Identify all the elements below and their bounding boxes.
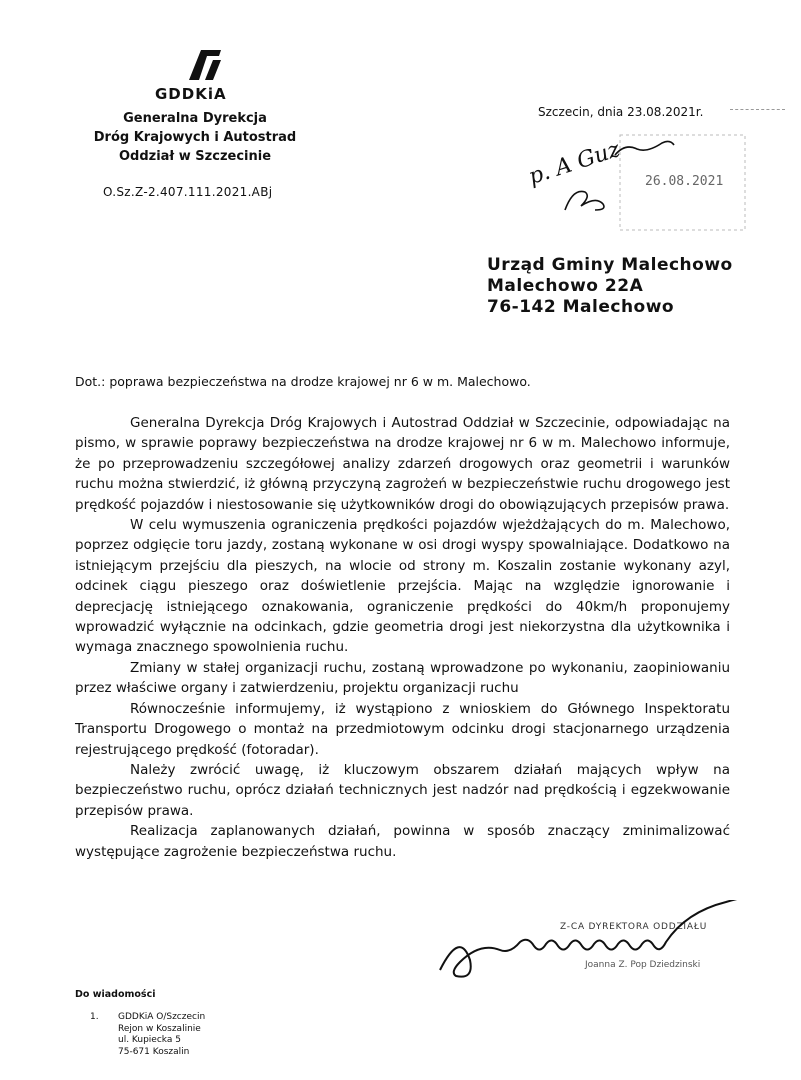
received-stamp xyxy=(520,125,750,235)
date-dotted-line xyxy=(730,109,785,110)
org-line-2: Dróg Krajowych i Autostrad xyxy=(93,130,297,145)
logo-text: GDDKiA xyxy=(155,85,227,103)
subject-line: Dot.: poprawa bezpieczeństwa na drodze krajowej nr 6 w m. Malechowo. xyxy=(75,374,531,389)
cc-line-2: Rejon w Koszalinie xyxy=(118,1023,201,1034)
body-paragraph-2: W celu wymuszenia ograniczenia prędkości pojazdów wjeżdżających do m. Malechowo, poprzez odgięcie toru jazdy, zostaną wykonane w osi drogi wyspy spowalniające. Dodatkowo na istniejącym przejściu dla pieszych, na wlocie od strony m. Koszalin zostanie wykonany azyl, odcinek ciągu pieszego oraz doświetlenie przejścia. Mając na względzie ignorowanie i deprecjację istniejącego oznakowania, ograniczenie prędkości do 40km/h proponujemy wprowadzić wyłącznie na odcinkach, gdzie geometria drogi jest niekorzystna dla użytkownika i wymaga znacznego spowolnienia ruchu. xyxy=(75,517,730,656)
gddkia-logo-icon xyxy=(185,46,225,82)
reference-number: O.Sz.Z-2.407.111.2021.ABj xyxy=(103,185,273,199)
cc-title: Do wiadomości xyxy=(75,989,156,1000)
org-line-1: Generalna Dyrekcja xyxy=(123,111,267,126)
body-paragraph-3: Zmiany w stałej organizacji ruchu, zostaną wprowadzone po wykonaniu, zaopiniowaniu przez właściwe organy i zatwierdzeniu, projektu organizacji ruchu xyxy=(75,659,730,697)
letter-body xyxy=(75,413,730,862)
cc-address xyxy=(118,1012,205,1058)
date-line: Szczecin, dnia 23.08.2021r. xyxy=(538,105,704,119)
cc-line-3: ul. Kupiecka 5 xyxy=(118,1035,181,1045)
recipient-line-2: Malechowo 22A xyxy=(487,276,644,296)
handwritten-signature xyxy=(430,900,790,990)
body-paragraph-5: Należy zwrócić uwagę, iż kluczowym obszarem działań mających wpływ na bezpieczeństwo ruchu, oprócz działań technicznych jest nadzór nad prędkością i egzekwowanie przepisów prawa. xyxy=(75,761,730,819)
cc-line-1: GDDKiA O/Szczecin xyxy=(118,1012,206,1022)
body-paragraph-4: Równocześnie informujemy, iż wystąpiono z wnioskiem do Głównego Inspektoratu Transportu Drogowego o montaż na przedmiotowym odcinku drogi stacjonarnego urządzenia rejestrującego prędkość (fotoradar). xyxy=(75,700,730,758)
stamp-date: 26.08.2021 xyxy=(645,174,724,189)
org-line-3: Oddział w Szczecinie xyxy=(118,149,272,164)
signature-title: Z-CA DYREKTORA ODDZIAŁU xyxy=(560,922,708,932)
body-paragraph-1: Generalna Dyrekcja Dróg Krajowych i Autostrad Oddział w Szczecinie, odpowiadając na pismo, w sprawie poprawy bezpieczeństwa na drodze krajowej nr 6 w m. Malechowo informuje, że po przeprowadzeniu szczegółowej analizy zdarzeń drogowych oraz geometrii i warunków ruchu można stwierdzić, iż główną przyczyną zagrożeń w bezpieczeństwie ruchu drogowego jest prędkość pojazdów i niestosowanie się użytkowników drogi do obowiązujących przepisów prawa. xyxy=(75,415,730,513)
cc-number: 1. xyxy=(90,1012,99,1022)
body-paragraph-6: Realizacja zaplanowanych działań, powinna w sposób znaczący zminimalizować występujące zagrożenie bezpieczeństwa ruchu. xyxy=(75,823,730,860)
cc-line-4: 75-671 Koszalin xyxy=(118,1046,190,1057)
signature-name: Joanna Z. Pop Dziedzinski xyxy=(585,960,701,970)
recipient-line-3: 76-142 Malechowo xyxy=(487,297,675,317)
recipient-line-1: Urząd Gminy Malechowo xyxy=(487,255,733,275)
handwritten-note: p. A Guz xyxy=(525,137,624,190)
